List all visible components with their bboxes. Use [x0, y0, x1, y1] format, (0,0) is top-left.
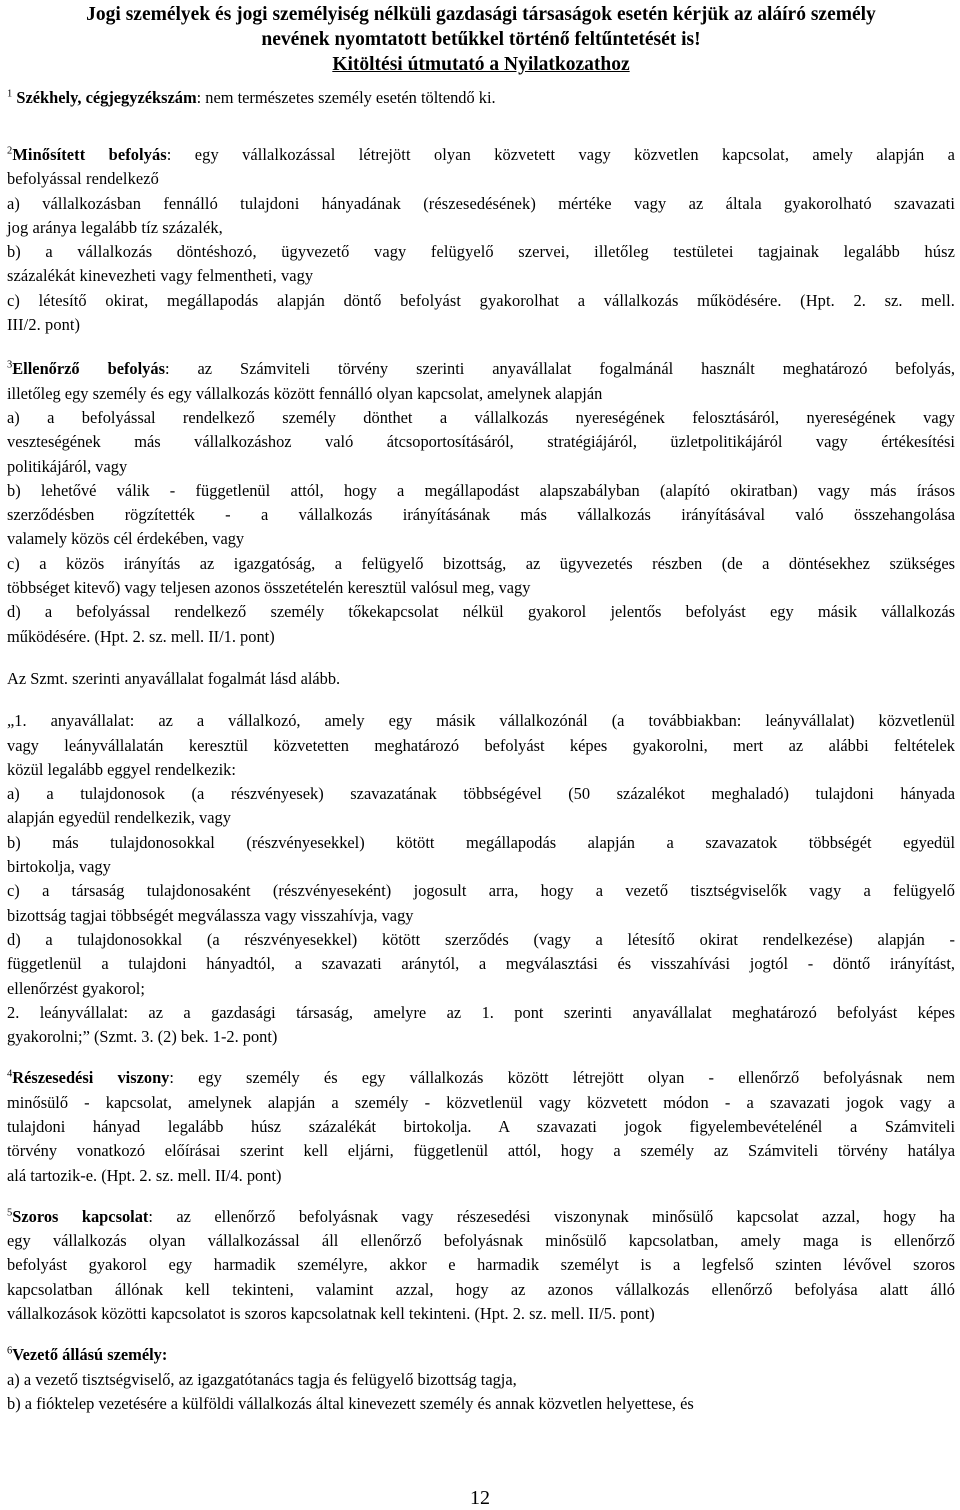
- footnote-1-text: : nem természetes személy esetén töltendő ki.: [196, 88, 496, 107]
- quote-line: alapján egyedül rendelkezik, vagy: [7, 808, 231, 828]
- footnote-6-line: b) a fióktelep vezetésére a külföldi vállalkozás által kinevezett személy és annak közvetlen helyettese, és: [7, 1393, 694, 1413]
- footnote-2-line: III/2. pont): [7, 315, 81, 335]
- footnote-3-line: b) lehetővé válik - függetlenül attól, hogy a megállapodást alapszabályban (alapító okiratban) vagy más írásos: [7, 480, 955, 500]
- quote-line: ellenőrzést gyakorol;: [7, 978, 145, 998]
- quote-line: 2. leányvállalat: az a gazdasági társaság, amelyre az 1. pont szerinti anyavállalat meghatározó befolyást képes: [7, 1002, 955, 1022]
- footnote-6: [7, 1343, 955, 1416]
- footnote-3: [7, 357, 955, 649]
- footnote-4-line: alá tartozik-e. (Hpt. 2. sz. mell. II/4. pont): [7, 1165, 282, 1185]
- document-page: [7, 0, 955, 1416]
- footnote-5-line: befolyást gyakorol egy harmadik személyre, akkor e harmadik személyt is a legfelső szinten lévővel szoros: [7, 1255, 955, 1275]
- header-line-2: nevének nyomtatott betűkkel történő feltűntetését is!: [261, 29, 701, 50]
- header-line-1: Jogi személyek és jogi személyiség nélküli gazdasági társaságok esetén kérjük az aláíró személy: [86, 4, 876, 25]
- quote-line: d) a tulajdonosokkal (a részvényesekkel) kötött szerződés (vagy a létesítő okirat rendelkezése) alapján -: [7, 929, 955, 949]
- footnote-3-line: működésére. (Hpt. 2. sz. mell. II/1. pont): [7, 626, 275, 646]
- footnote-3-line: d) a befolyással rendelkező személy tőkekapcsolat nélkül gyakorol jelentős befolyást egy másik vállalkozás: [7, 602, 955, 622]
- footnote-mark-6: 6: [7, 1345, 13, 1357]
- header-title: Kitöltési útmutató a Nyilatkozathoz: [332, 54, 630, 75]
- footnote-2-line: befolyással rendelkező: [7, 169, 159, 189]
- footnote-5-line: egy vállalkozás olyan vállalkozással áll ellenőrző befolyásnak minősülő kapcsolatban, amely maga is ellenőrző: [7, 1231, 955, 1251]
- footnote-2-term: Minősített befolyás: [12, 145, 167, 164]
- footnote-4-line: minősülő - kapcsolat, amelynek alapján a személy - közvetlenül vagy közvetett módon - a szavazati jogok vagy a: [7, 1092, 955, 1112]
- footnote-1-term: Székhely, cégjegyzékszám: [16, 88, 197, 107]
- footnote-2-line: százalékát kinevezheti vagy felmentheti, vagy: [7, 266, 314, 286]
- footnote-4-line: $^4$Részesedési viszony: egy személy és egy vállalkozás között létrejött olyan - ellenőrző befolyásnak nem: [7, 1068, 956, 1088]
- page-number: 12: [470, 1487, 490, 1509]
- footnote-2: [7, 143, 955, 337]
- quote-line: b) más tulajdonosokkal (részvényesekkel) kötött megállapodás alapján a szavazatok többségét egyedül: [7, 832, 955, 852]
- footnote-6-line: [7, 1343, 955, 1367]
- footnote-2-line: a) vállalkozásban fennálló tulajdoni hányadának (részesedésének) mértéke vagy az általa gyakorolható szavazati: [7, 193, 955, 213]
- quote-line: bizottság tagjai többségét megválassza vagy visszahívja, vagy: [7, 905, 414, 925]
- footnote-2-line: $^2$Minősített befolyás: egy vállalkozással létrejött olyan közvetett vagy közvetlen kapcsolat, amely alapján a: [7, 145, 955, 164]
- footnote-4: [7, 1066, 955, 1187]
- quote-line: birtokolja, vagy: [7, 857, 111, 877]
- footnote-5-line: kapcsolatban állónak kell tekinteni, valamint azzal, hogy az azonos vállalkozás ellenőrző befolyása alatt álló: [7, 1279, 955, 1299]
- footnote-4-term: Részesedési viszony: [12, 1068, 170, 1088]
- footnote-mark-1: 1: [7, 88, 13, 100]
- quote-line: c) a társaság tulajdonosaként (részvényeseként) jogosult arra, hogy a vezető tisztségviselők vagy a felügyelő: [7, 881, 955, 901]
- footnote-2-line: jog aránya legalább tíz százalék,: [7, 217, 223, 237]
- footnote-3-line: szerződésben rögzítették - a vállalkozás irányításának más vállalkozás irányításával való összehangolása: [7, 505, 955, 525]
- quote-line: gyakorolni;” (Szmt. 3. (2) bek. 1-2. pont): [7, 1027, 278, 1047]
- footnote-2-line: b) a vállalkozás döntéshozó, ügyvezető vagy felügyelő szervei, illetőleg testületei tagjainak legalább húsz: [7, 242, 955, 262]
- footnote-3-line: illetőleg egy személy és egy vállalkozás között fennálló olyan kapcsolat, amelynek alapján: [7, 383, 603, 403]
- footnote-5: [7, 1205, 955, 1326]
- footnote-3-line: c) a közös irányítás az igazgatóság, a felügyelő bizottság, az ügyvezetés részben (de a döntésekhez szükséges: [7, 553, 955, 573]
- footnote-3-line: valamely közös cél érdekében, vagy: [7, 529, 245, 549]
- quote-line: függetlenül a tulajdoni hányadtól, a szavazati aránytól, a megválasztási és visszahívási jogtól - döntő irányítást,: [7, 954, 955, 974]
- footnote-6-term: Vezető állású személy:: [12, 1345, 168, 1365]
- footnote-mark-5: 5: [7, 1207, 13, 1219]
- szmt-reference: [7, 667, 955, 691]
- footnote-3-line: politikájáról, vagy: [7, 456, 128, 476]
- footnote-mark-2: 2: [7, 145, 13, 157]
- page-header: [7, 2, 955, 77]
- footnote-3-line: veszteségének más vállalkozáshoz való átcsoportosításáról, stratégiájáról, üzletpolitikájáról vagy értékesítési: [7, 432, 955, 452]
- footnote-1: [7, 85, 955, 111]
- quote-line: „1. anyavállalat: az a vállalkozó, amely egy másik vállalkozónál (a továbbiakban: leányvállalat) közvetlenül: [7, 711, 955, 731]
- quote-line: a) a tulajdonosok (a részvényesek) szavazatának többségével (50 százalékot meghaladó) tulajdoni hányada: [7, 784, 955, 804]
- footnote-mark-3: 3: [7, 359, 13, 371]
- anyavallalat-quote: [7, 709, 955, 1049]
- footnote-3-line: többséget kitevő) vagy teljesen azonos összetételén keresztül valósul meg, vagy: [7, 578, 531, 598]
- footnote-4-line: tulajdoni hányad legalább húsz százalékát birtokolja. A szavazati jogok figyelembevételénél a Számviteli: [7, 1116, 955, 1136]
- footnote-5-line: $^5$Szoros kapcsolat: az ellenőrző befolyásnak vagy részesedési viszonynak minősülő kapcsolat azzal, hogy ha: [7, 1206, 955, 1226]
- footnote-2-line: c) létesítő okirat, megállapodás alapján döntő befolyást gyakorolhat a vállalkozás működésére. (Hpt. 2. sz. mell.: [7, 290, 955, 310]
- footnote-5-term: Szoros kapcsolat: [12, 1206, 149, 1226]
- footnote-mark-4: 4: [7, 1068, 13, 1080]
- quote-line: közül legalább eggyel rendelkezik:: [7, 759, 236, 779]
- quote-line: vagy leányvállalatán keresztül közvetetten meghatározó befolyást képes gyakorolni, mert az alábbi feltételek: [7, 735, 955, 755]
- footnote-4-line: törvény vonatkozó előírásai szerint kell eljárni, függetlenül attól, hogy a személy az Számviteli törvény hatálya: [7, 1141, 955, 1161]
- footnote-3-term: Ellenőrző befolyás: [12, 359, 165, 379]
- footnote-3-line: $^3$Ellenőrző befolyás: az Számviteli törvény szerinti anyavállalat fogalmánál használt meghatározó befolyás,: [7, 359, 955, 379]
- footnote-3-line: a) a befolyással rendelkező személy dönthet a vállalkozás nyereségének felosztásáról, nyereségének vagy: [7, 407, 955, 427]
- szmt-reference-text: Az Szmt. szerinti anyavállalat fogalmát lásd alább.: [7, 668, 341, 688]
- footnote-6-line: a) a vezető tisztségviselő, az igazgatótanács tagja és felügyelő bizottság tagja,: [7, 1369, 517, 1389]
- footnote-5-line: vállalkozások közötti kapcsolatot is szoros kapcsolatnak kell tekinteni. (Hpt. 2. sz. mell. II/5. pont): [7, 1304, 655, 1324]
